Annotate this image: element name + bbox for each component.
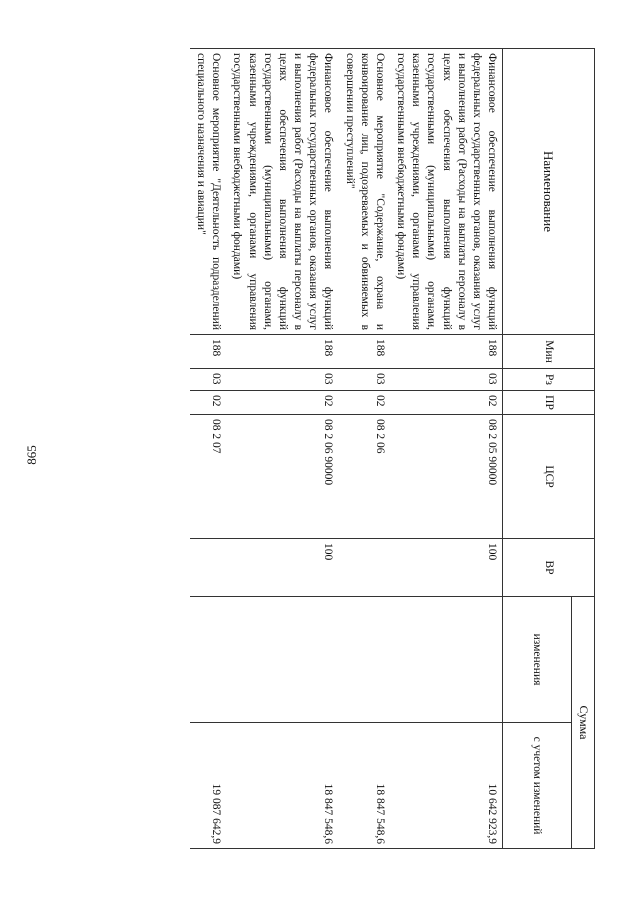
row-min: 188 bbox=[338, 335, 390, 369]
header-sum: Сумма bbox=[572, 597, 595, 849]
row-min: 188 bbox=[390, 335, 503, 369]
row-pr: 02 bbox=[226, 391, 338, 415]
rotated-document bbox=[40, 48, 595, 848]
table-row bbox=[226, 49, 338, 849]
row-changes bbox=[390, 597, 503, 723]
row-min: 188 bbox=[190, 335, 226, 369]
page-number: 865 bbox=[24, 445, 39, 465]
row-pr: 02 bbox=[338, 391, 390, 415]
row-vr bbox=[338, 539, 390, 597]
header-pr: ПР bbox=[503, 391, 595, 415]
row-csr: 08 2 06 bbox=[338, 415, 390, 539]
header-vr: ВР bbox=[503, 539, 595, 597]
table-row bbox=[338, 49, 390, 849]
header-name: Наименование bbox=[503, 49, 595, 335]
row-with-changes: 10 642 923,9 bbox=[390, 723, 503, 849]
header-rz: Рз bbox=[503, 369, 595, 391]
header-with-changes: с учетом изменений bbox=[503, 723, 572, 849]
row-name: Финансовое обеспечение выполнения функций федеральных государственных органов, оказания услуг и выполнения работ (Расходы на выплаты персоналу в целях обеспечения выполнения функций государственными (муниципальными) органами, казенными учреждениями, органами управления государственными внебюджетными фондами) bbox=[226, 49, 338, 335]
row-changes bbox=[190, 597, 226, 723]
row-with-changes: 19 087 642,9 bbox=[190, 723, 226, 849]
row-csr: 08 2 07 bbox=[190, 415, 226, 539]
header-csr: ЦСР bbox=[503, 415, 595, 539]
row-csr: 08 2 06 90000 bbox=[226, 415, 338, 539]
row-name: Финансовое обеспечение выполнения функций федеральных государственных органов, оказания услуг и выполнения работ (Расходы на выплаты персоналу в целях обеспечения выполнения функций государственными (муниципальными) органами, казенными учреждениями, органами управления государственными внебюджетными фондами) bbox=[390, 49, 503, 335]
row-rz: 03 bbox=[190, 369, 226, 391]
row-changes bbox=[338, 597, 390, 723]
row-changes bbox=[226, 597, 338, 723]
budget-table bbox=[190, 48, 595, 849]
row-csr: 08 2 05 90000 bbox=[390, 415, 503, 539]
row-vr: 100 bbox=[390, 539, 503, 597]
row-pr: 02 bbox=[390, 391, 503, 415]
row-name: Основное мероприятие "Деятельность подразделений специального назначения и авиации" bbox=[190, 49, 226, 335]
row-with-changes: 18 847 548,6 bbox=[226, 723, 338, 849]
row-rz: 03 bbox=[390, 369, 503, 391]
row-name: Основное мероприятие "Содержание, охрана и конвоирование лиц, подозреваемых и обвиняемых в совершении преступлений" bbox=[338, 49, 390, 335]
header-row-1 bbox=[572, 49, 595, 849]
row-with-changes: 18 847 548,6 bbox=[338, 723, 390, 849]
header-min: Мин bbox=[503, 335, 595, 369]
table-row bbox=[190, 49, 226, 849]
table-row bbox=[390, 49, 503, 849]
row-vr: 100 bbox=[226, 539, 338, 597]
row-rz: 03 bbox=[226, 369, 338, 391]
row-vr bbox=[190, 539, 226, 597]
row-rz: 03 bbox=[338, 369, 390, 391]
header-changes: изменения bbox=[503, 597, 572, 723]
row-pr: 02 bbox=[190, 391, 226, 415]
row-min: 188 bbox=[226, 335, 338, 369]
